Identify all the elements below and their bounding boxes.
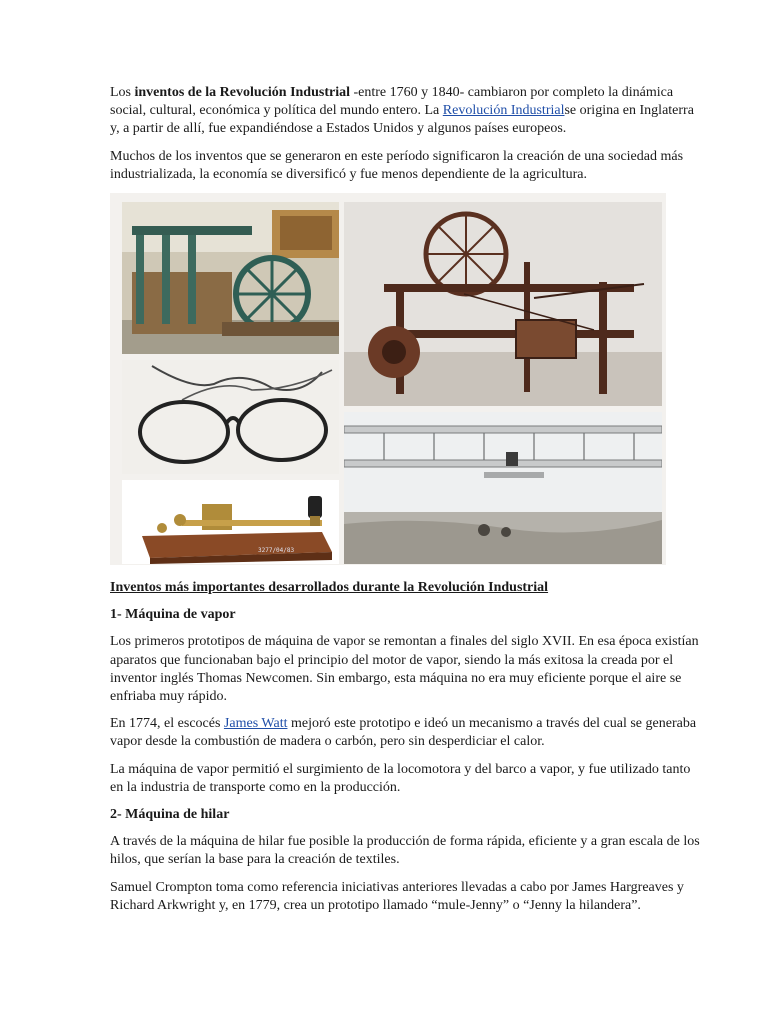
intro-paragraph-2: Muchos de los inventos que se generaron en este período significaron la creación de una sociedad más industrializada, la economía se diversificó y fue menos dependiente de la agricultura.	[110, 148, 684, 182]
james-watt-link[interactable]: James Watt	[223, 716, 288, 732]
steam-engine-photo	[122, 202, 339, 354]
telegraph-key-photo	[122, 480, 339, 564]
spinning-machine-image	[344, 202, 662, 406]
spectacles-photo	[122, 360, 339, 474]
paragraph-vapor-2	[110, 715, 702, 751]
airplane-image	[344, 412, 662, 564]
revolucion-industrial-link[interactable]: Revolución Industrial	[442, 103, 565, 119]
intro-bold-text: inventos de la Revolución Industrial	[134, 85, 350, 100]
spinning-machine-photo	[344, 202, 662, 406]
intro-text: -entre 1760 y 1840- cambiaron por completo la dinámica social, cultural, económica y política del mundo entero. La	[110, 85, 674, 119]
paragraph-text: En 1774, el escocés	[110, 716, 224, 732]
paragraph-vapor-3: La máquina de vapor permitió el surgimiento de la locomotora y del barco a vapor, y fue utilizado tanto en la industria de transporte como en la producción.	[110, 761, 691, 795]
intro-text: se origina en Inglaterra y, a partir de allí, fue expandiéndose a Estados Unidos y algunos países europeos.	[110, 103, 694, 137]
heading-maquina-de-vapor: 1- Máquina de vapor	[110, 607, 236, 623]
intro-text: Los	[110, 85, 135, 100]
paragraph-vapor-1: Los primeros prototipos de máquina de vapor se remontan a finales del siglo XVII. En esa época existían aparatos que funcionaban bajo el principio del motor de vapor, siendo la más exitosa la creada por el inventor inglés Thomas Newcomen. Sin embargo, esta máquina no era muy eficiente porque el aire se enfriaba muy rápido.	[110, 634, 699, 705]
steam-engine-image	[122, 202, 339, 354]
inventions-collage	[110, 193, 666, 565]
paragraph-text: mejoró este prototipo e ideó un mecanismo a través del cual se generaba vapor desde la combustión de madera o carbón, pero sin desperdiciar el calor.	[110, 716, 697, 750]
telegraph-tag-label: 3277/04/83	[258, 547, 295, 555]
airplane-photo	[344, 412, 662, 564]
telegraph-key-image	[122, 480, 339, 564]
document-body	[110, 84, 702, 924]
section-title: Inventos más importantes desarrollados durante la Revolución Industrial	[110, 580, 549, 596]
heading-maquina-de-hilar: 2- Máquina de hilar	[110, 807, 230, 823]
paragraph-hilar-2: Samuel Crompton toma como referencia iniciativas anteriores llevadas a cabo por James Hargreaves y Richard Arkwright y, en 1779, crea un prototipo llamado “mule-Jenny” o “Jenny la hilandera”.	[110, 879, 684, 913]
spectacles-image	[122, 360, 339, 474]
intro-paragraph-1	[110, 84, 702, 139]
paragraph-hilar-1: A través de la máquina de hilar fue posible la producción de forma rápida, eficiente y a gran escala de los hilos, que serían la base para la creación de textiles.	[110, 834, 700, 868]
